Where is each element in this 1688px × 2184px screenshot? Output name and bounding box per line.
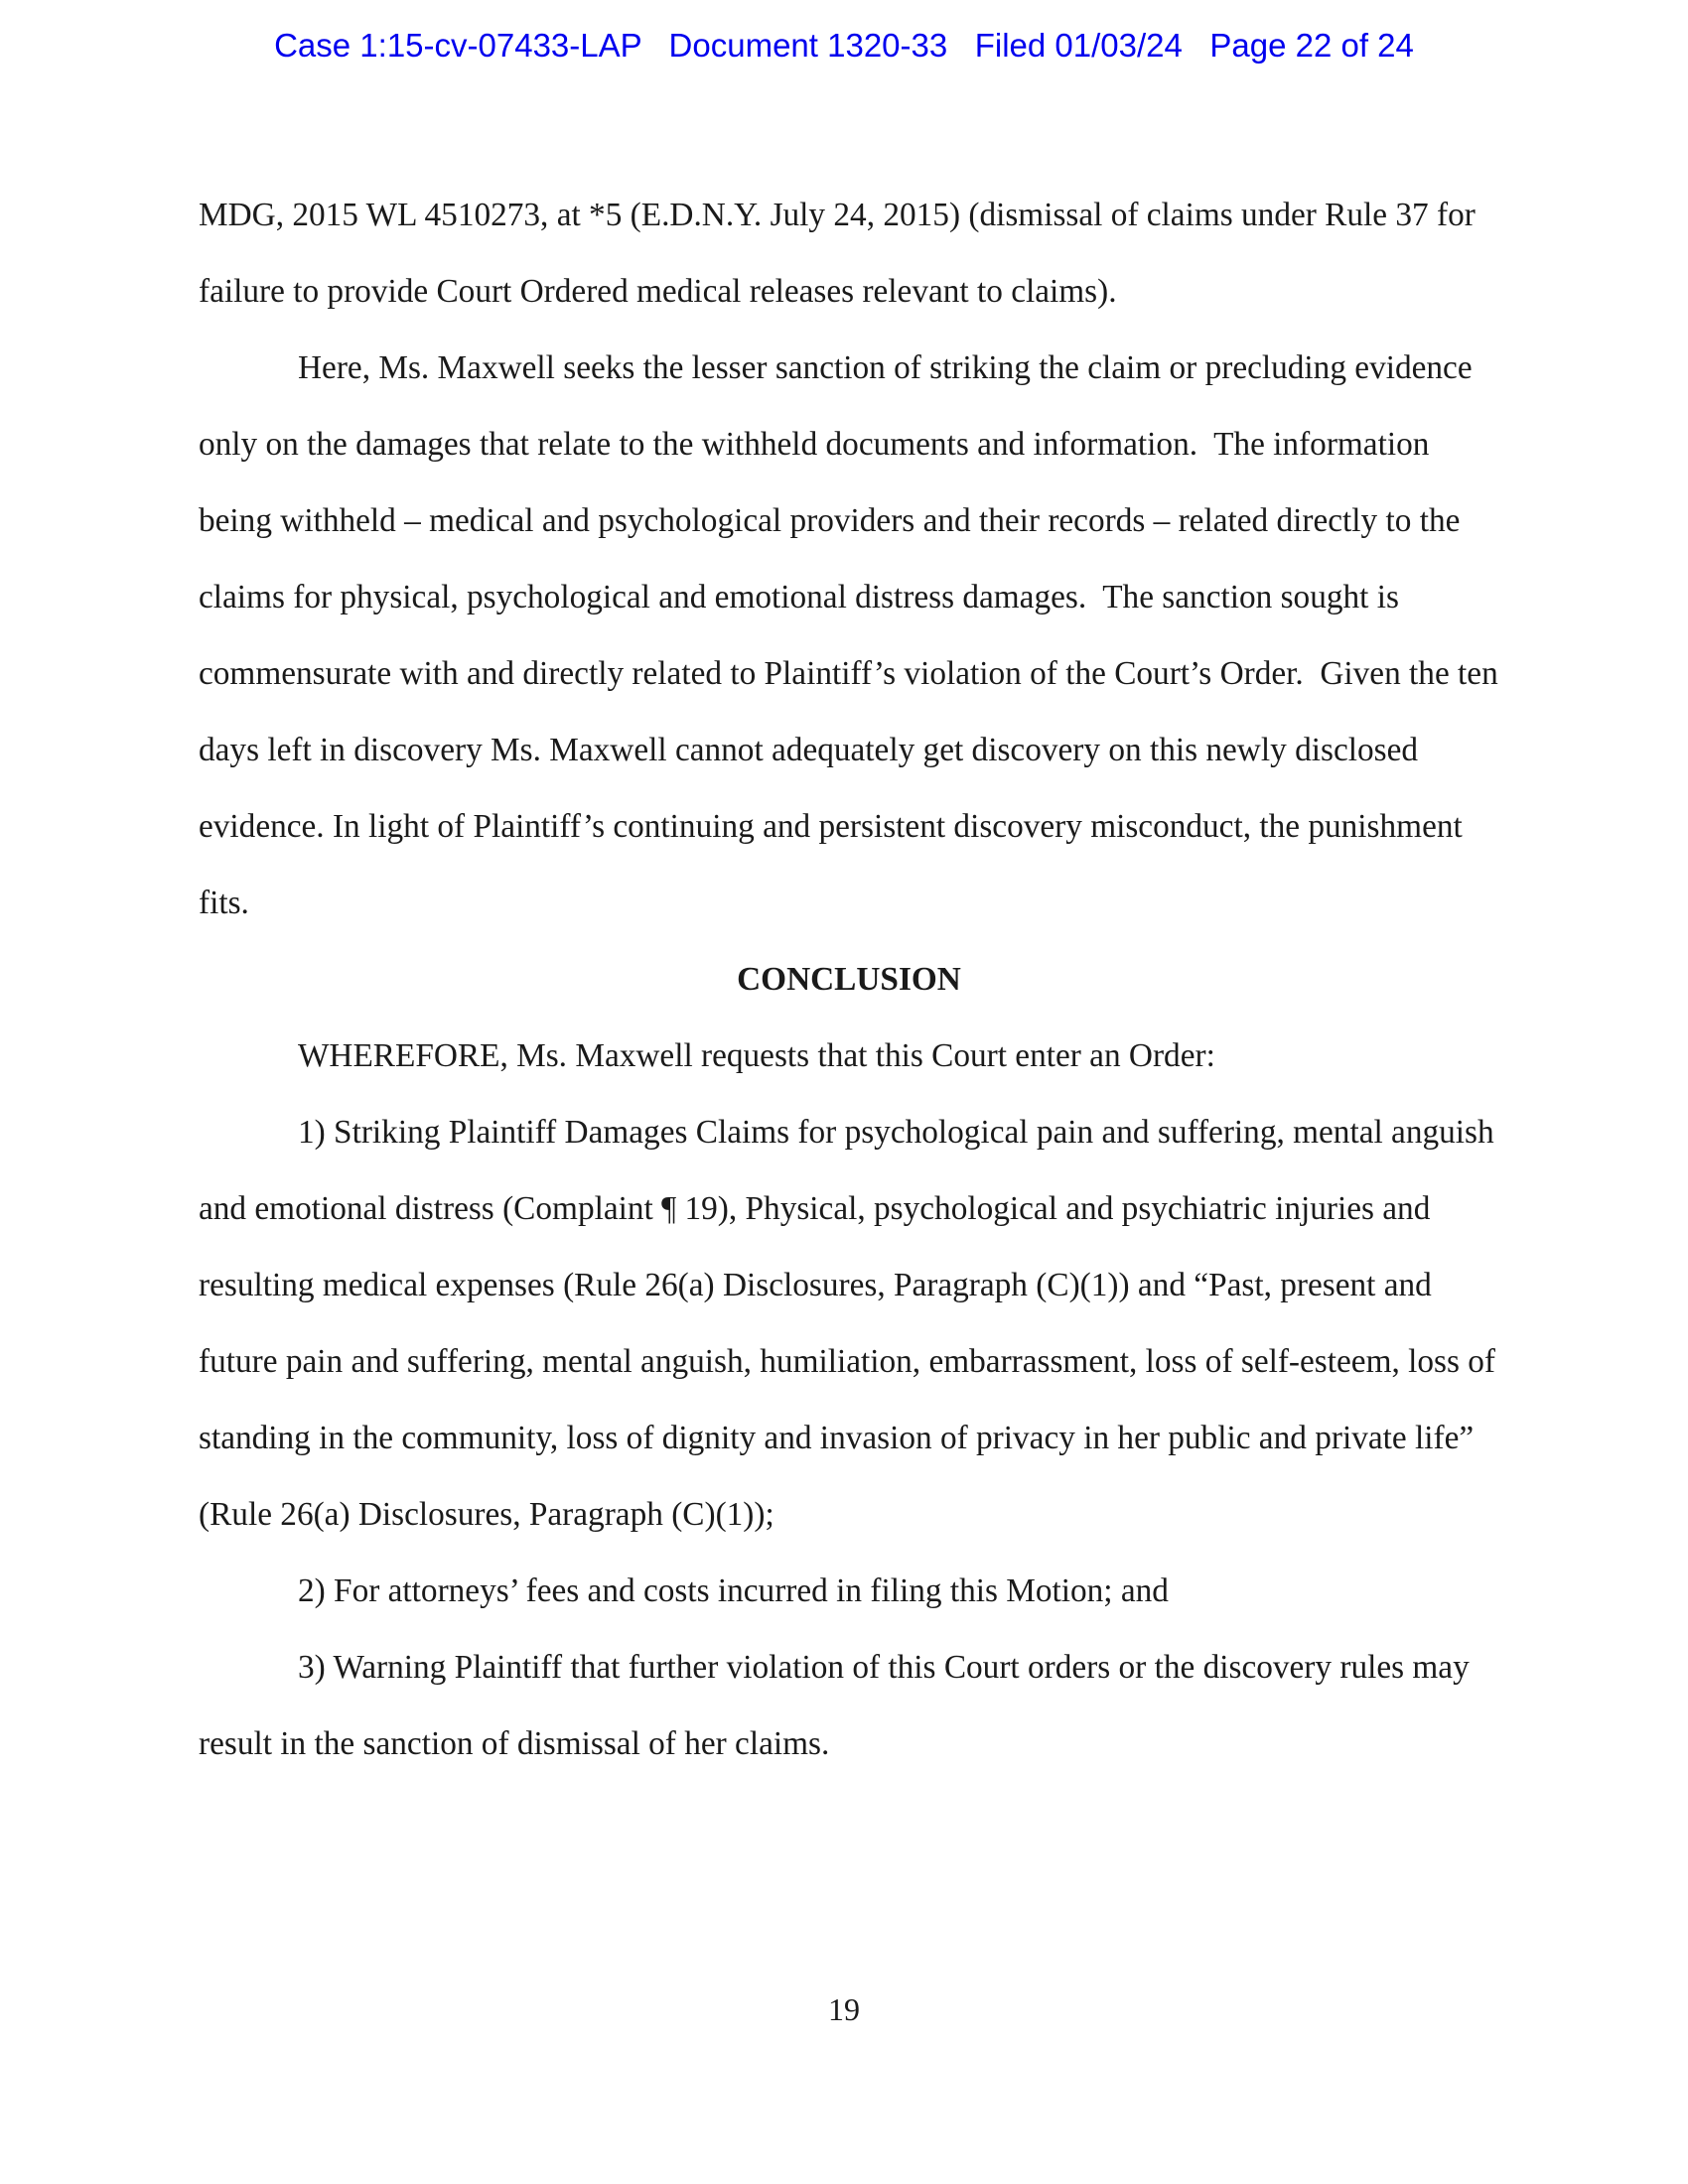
conclusion-heading: CONCLUSION <box>737 961 961 998</box>
order-item-2: 2) For attorneys’ fees and costs incurred in filing this Motion; and <box>298 1572 1169 1609</box>
order-item-1: 1) Striking Plaintiff Damages Claims for psychological pain and suffering, mental anguish and emotional distress (Complaint ¶ 19), Physical, psychological and psychiatric injuries and resulting medical expenses (Rule 26(a) Disclosures, Paragraph (C)(1)) and “Past, present and future pain and suffering, mental anguish, humiliation, embarrassment, loss of self-esteem, loss of standing in the community, loss of dignity and invasion of privacy in her public and private life” (Rule 26(a) Disclosures, Paragraph (C)(1)); <box>199 1114 1504 1533</box>
case-stamp-header: Case 1:15-cv-07433-LAP Document 1320-33 Filed 01/03/24 Page 22 of 24 <box>274 27 1414 64</box>
paragraph-wherefore: WHEREFORE, Ms. Maxwell requests that this Court enter an Order: <box>298 1037 1215 1074</box>
page-number: 19 <box>828 1991 860 2027</box>
paragraph-mdg-citation: MDG, 2015 WL 4510273, at *5 (E.D.N.Y. July 24, 2015) (dismissal of claims under Rule 37 for failure to provide Court Ordered medical releases relevant to claims). <box>199 197 1484 310</box>
paragraph-sanction-argument: Here, Ms. Maxwell seeks the lesser sanction of striking the claim or precluding evidence only on the damages that relate to the withheld documents and information. The information being withheld – medical and psychological providers and their records – related directly to the claims for physical, psychological and emotional distress damages. The sanction sought is commensurate with and directly related to Plaintiff’s violation of the Court’s Order. Given the ten days left in discovery Ms. Maxwell cannot adequately get discovery on this newly disclosed evidence. In light of Plaintiff’s continuing and persistent discovery misconduct, the punishment fits. <box>199 349 1507 921</box>
order-item-3: 3) Warning Plaintiff that further violation of this Court orders or the discovery rules may result in the sanction of dismissal of her claims. <box>199 1649 1478 1762</box>
document-body <box>199 177 1507 1782</box>
